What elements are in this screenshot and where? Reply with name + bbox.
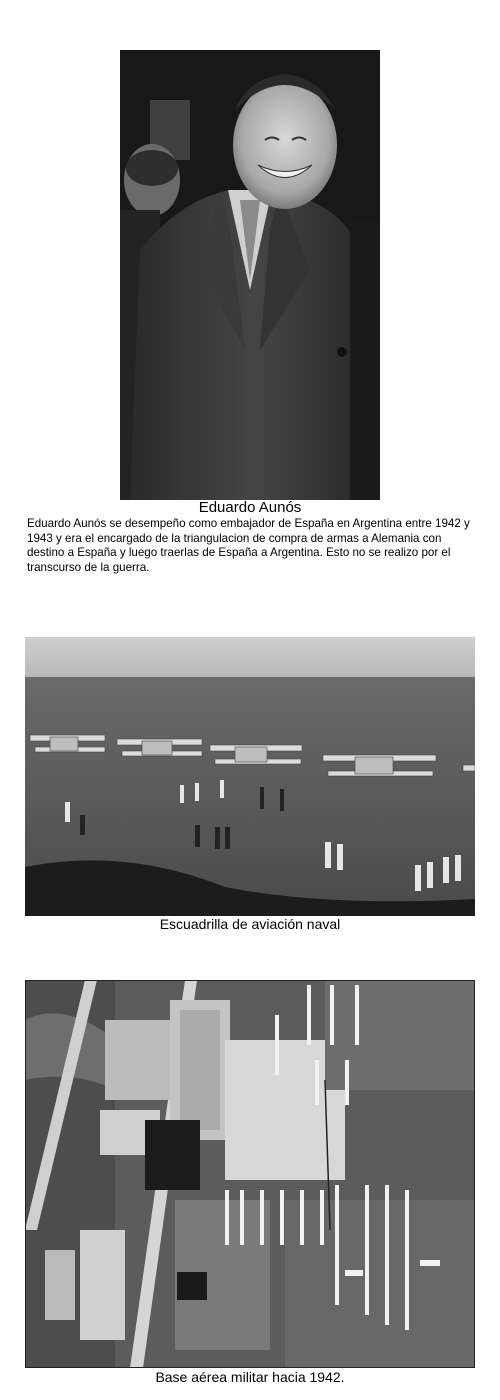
airbase-photo [25,980,475,1368]
portrait-description: Eduardo Aunós se desempeño como embajador de España en Argentina entre 1942 y 1943 y era el encargado de la triangulacion de compra de armas a Alemania con destino a España y luego traerlas de España a Argentina. Esto no se realizo por el transcurso de la guerra. [27,517,470,574]
portrait-photo [120,50,380,500]
portrait-caption: Eduardo Aunós [198,499,302,516]
squadron-photo [25,637,475,916]
squadron-caption: Escuadrilla de aviación naval [159,916,341,932]
airbase-caption: Base aérea militar hacia 1942. [155,1369,345,1385]
